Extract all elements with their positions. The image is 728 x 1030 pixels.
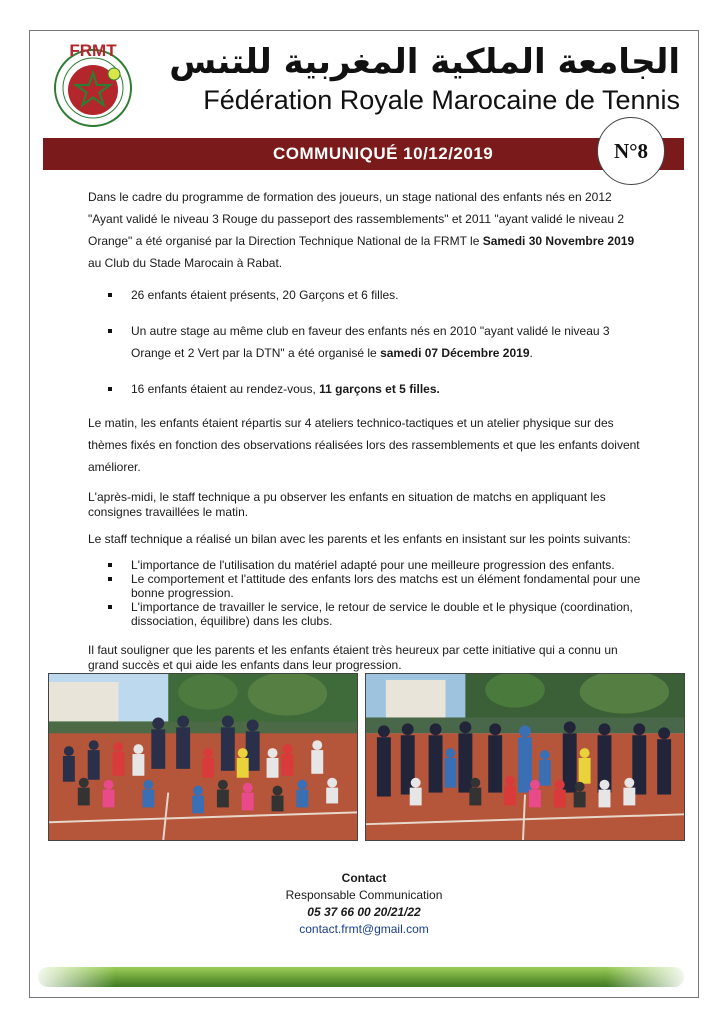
intro-text: Dans le cadre du programme de formation des joueurs, un stage national des enfants nés en 2012 "Ayant validé le niveau 3 Rouge du passeport des rassemblements" et 2011 "ayant validé le niveau 2 Orange" a été organisé par la Direction Technique National de la FRMT le	[88, 190, 625, 248]
logo-text: FRMT	[69, 41, 117, 60]
contact-block	[0, 870, 728, 938]
review-points	[88, 558, 648, 628]
group-photo-2	[365, 673, 685, 841]
contact-role: Responsable Communication	[285, 888, 443, 902]
article-body	[88, 186, 648, 673]
group-photo-1	[48, 673, 358, 841]
frmt-logo	[52, 40, 134, 128]
intro-paragraph	[88, 186, 648, 274]
french-title: Fédération Royale Marocaine de Tennis	[203, 85, 680, 115]
list-item: Le comportement et l'attitude des enfants lors des matchs est un élément fondamental pour une bonne progression.	[88, 572, 648, 600]
list-item	[88, 378, 648, 400]
contact-phone: 05 37 66 00 20/21/22	[307, 905, 421, 919]
bullet3-count: 11 garçons et 5 filles.	[319, 382, 440, 396]
afternoon-paragraph: L'après-midi, le staff technique a pu observer les enfants en situation de matchs en appliquant les consignes travaillées le matin.	[88, 490, 606, 519]
bullet2-end: .	[529, 346, 533, 360]
communique-title: COMMUNIQUÉ 10/12/2019	[273, 144, 494, 163]
contact-title: Contact	[341, 871, 387, 885]
contact-email-link[interactable]: contact.frmt@gmail.com	[299, 922, 429, 936]
list-item: 26 enfants étaient présents, 20 Garçons et 6 filles.	[88, 284, 648, 306]
bullet2-text: Un autre stage au même club en faveur des enfants nés en 2010 "ayant validé le niveau 3 Orange et 2 Vert par la DTN" a été organisé le	[131, 324, 610, 360]
review-intro: Le staff technique a réalisé un bilan avec les parents et les enfants en insistant sur les points suivants:	[88, 532, 631, 546]
bullet3-text: 16 enfants étaient au rendez-vous,	[131, 382, 320, 396]
conclusion-paragraph: Il faut souligner que les parents et les enfants étaient très heureux par cette initiative qui a connu un grand succès et qui aide les enfants dans leur progression.	[88, 643, 618, 672]
intro-date: Samedi 30 Novembre 2019	[482, 234, 635, 248]
list-item	[88, 320, 648, 364]
morning-paragraph: Le matin, les enfants étaient répartis sur 4 ateliers technico-tactiques et un atelier physique sur des thèmes fixés en fonction des observations réalisées lors des rassemblements et que les enfants doivent améliorer.	[88, 416, 640, 474]
bullet2-date: samedi 07 Décembre 2019	[380, 346, 530, 360]
list-item: L'importance de travailler le service, le retour de service le double et le physique (coordination, dissociation, équilibre) dans les clubs.	[88, 600, 648, 628]
stage-bullets	[88, 284, 648, 400]
list-item: L'importance de l'utilisation du matériel adapté pour une meilleure progression des enfants.	[88, 558, 648, 572]
communique-banner	[43, 138, 684, 170]
arabic-title: الجامعة الملكية المغربية للتنس	[169, 42, 680, 82]
grass-footer-strip	[38, 963, 684, 991]
intro-location: au Club du Stade Marocain à Rabat.	[88, 256, 283, 270]
issue-number-badge: N°8	[597, 117, 665, 185]
